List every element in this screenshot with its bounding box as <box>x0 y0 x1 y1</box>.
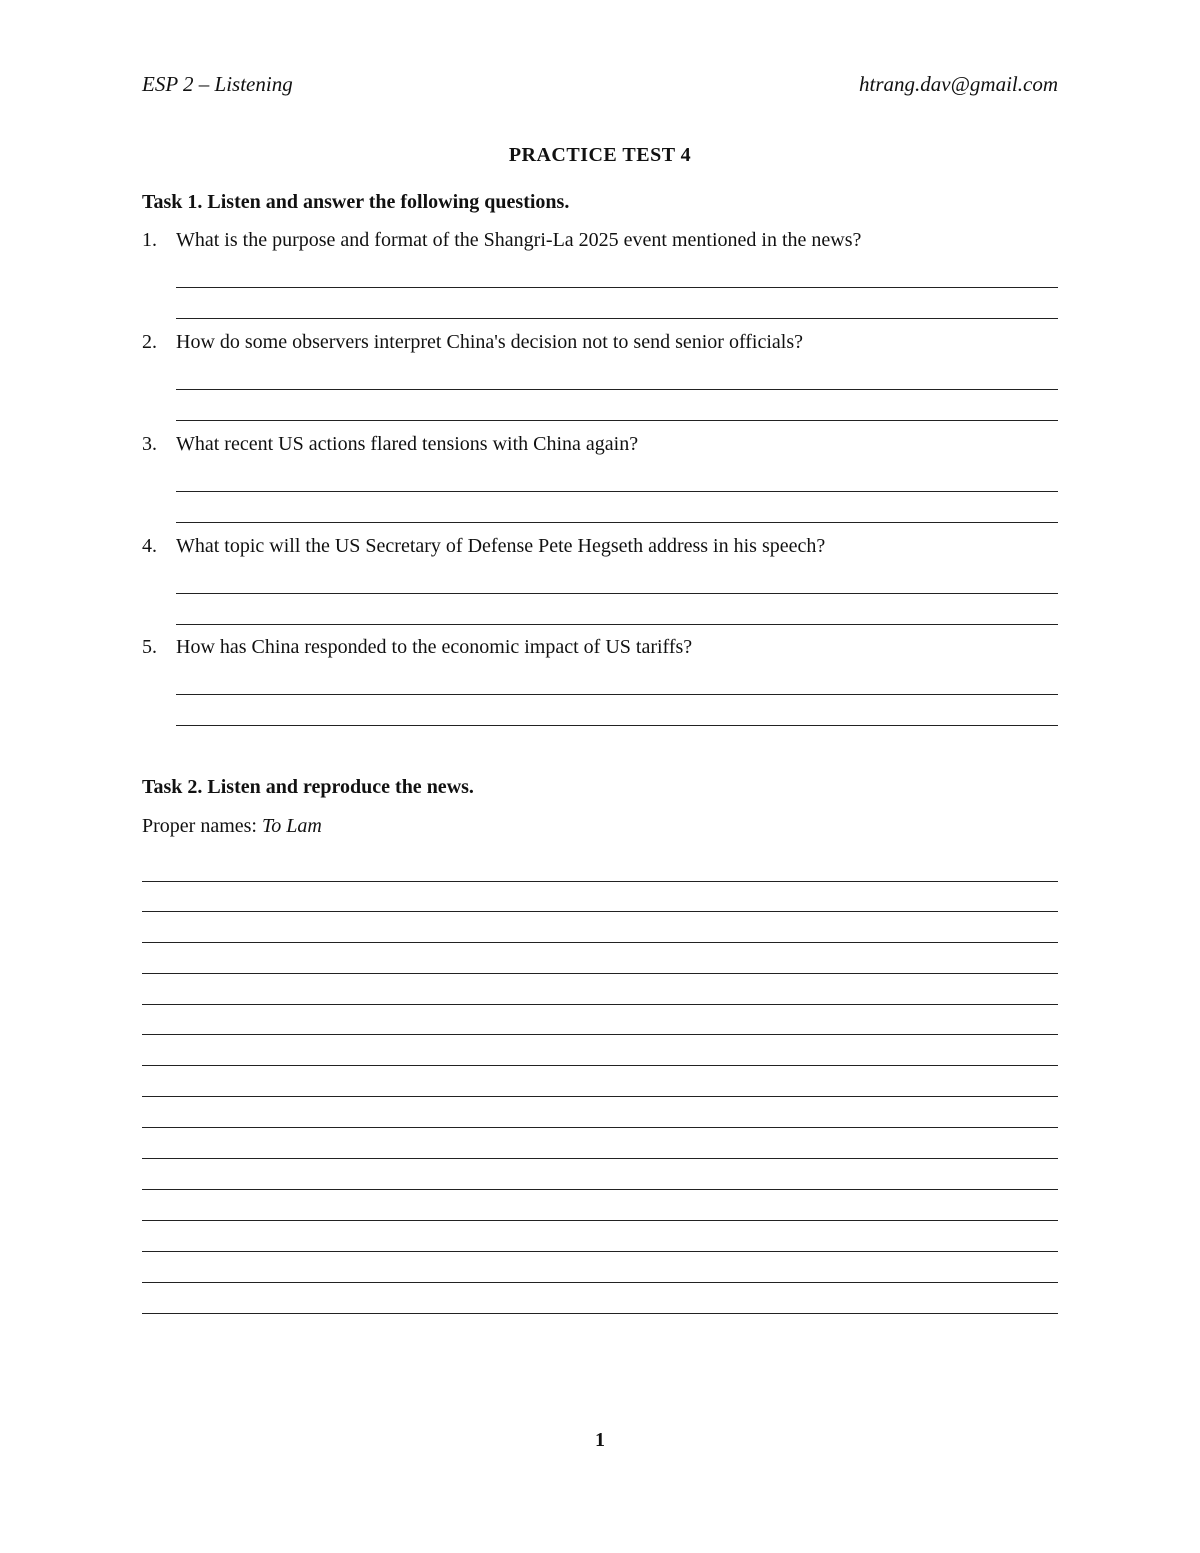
answer-line[interactable] <box>176 624 1058 625</box>
header-course-title: ESP 2 – Listening <box>142 72 293 96</box>
page-number: 1 <box>595 1429 605 1451</box>
question-3-text: What recent US actions flared tensions with China again? <box>176 433 639 455</box>
question-2-number: 2. <box>142 331 157 353</box>
writing-line[interactable] <box>142 1034 1058 1035</box>
question-4-number: 4. <box>142 535 157 557</box>
answer-line[interactable] <box>176 287 1058 288</box>
question-4-text: What topic will the US Secretary of Defense Pete Hegseth address in his speech? <box>176 535 826 557</box>
writing-line[interactable] <box>142 942 1058 943</box>
answer-line[interactable] <box>176 593 1058 594</box>
writing-line[interactable] <box>142 973 1058 974</box>
question-1-number: 1. <box>142 229 157 251</box>
writing-line[interactable] <box>142 1251 1058 1252</box>
writing-line[interactable] <box>142 1065 1058 1066</box>
question-3-number: 3. <box>142 433 157 455</box>
question-5-text: How has China responded to the economic impact of US tariffs? <box>176 636 693 658</box>
writing-line[interactable] <box>142 911 1058 912</box>
proper-names <box>142 815 322 838</box>
answer-line[interactable] <box>176 318 1058 319</box>
answer-line[interactable] <box>176 694 1058 695</box>
writing-line[interactable] <box>142 1158 1058 1159</box>
writing-line[interactable] <box>142 1313 1058 1314</box>
writing-line[interactable] <box>142 1127 1058 1128</box>
task2-heading: Task 2. Listen and reproduce the news. <box>142 776 474 798</box>
writing-line[interactable] <box>142 1189 1058 1190</box>
task1-heading: Task 1. Listen and answer the following questions. <box>142 191 570 213</box>
question-5-number: 5. <box>142 636 157 658</box>
answer-line[interactable] <box>176 522 1058 523</box>
proper-names-label: Proper names: <box>142 815 262 837</box>
writing-line[interactable] <box>142 881 1058 882</box>
answer-line[interactable] <box>176 725 1058 726</box>
writing-line[interactable] <box>142 1004 1058 1005</box>
answer-line[interactable] <box>176 420 1058 421</box>
writing-line[interactable] <box>142 1282 1058 1283</box>
header-email: htrang.dav@gmail.com <box>859 72 1058 96</box>
answer-line[interactable] <box>176 389 1058 390</box>
page-title: PRACTICE TEST 4 <box>508 144 692 166</box>
proper-names-value: To Lam <box>261 815 322 837</box>
writing-line[interactable] <box>142 1220 1058 1221</box>
writing-line[interactable] <box>142 1096 1058 1097</box>
question-2-text: How do some observers interpret China's decision not to send senior officials? <box>176 331 803 353</box>
answer-line[interactable] <box>176 491 1058 492</box>
question-1-text: What is the purpose and format of the Shangri-La 2025 event mentioned in the news? <box>176 229 862 251</box>
